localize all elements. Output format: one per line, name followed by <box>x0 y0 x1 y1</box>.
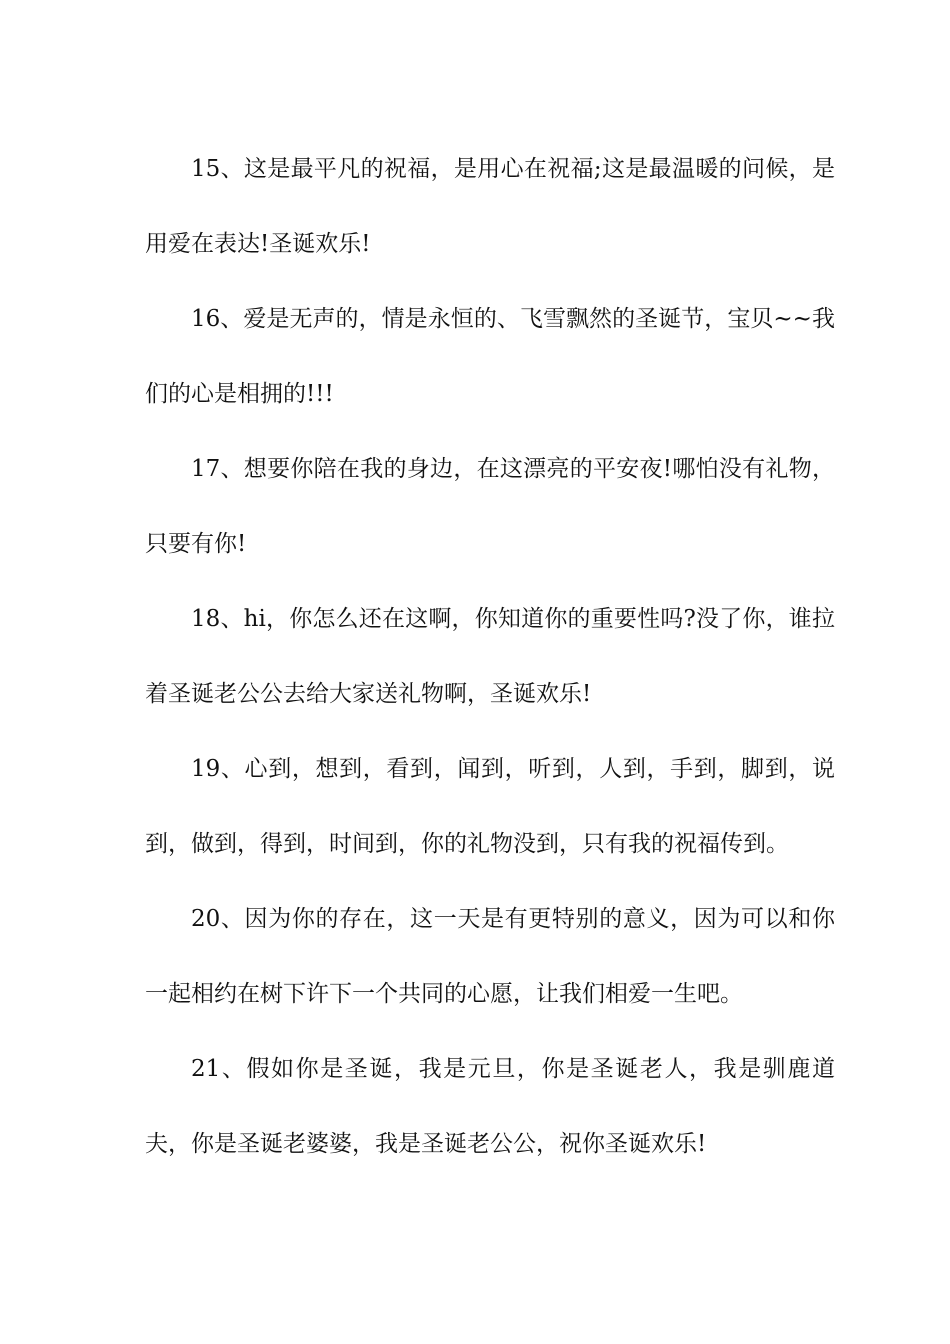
paragraph-21: 21、假如你是圣诞，我是元旦，你是圣诞老人，我是驯鹿道夫，你是圣诞老婆婆，我是圣诞老公公，祝你圣诞欢乐! <box>145 1056 835 1157</box>
document-body <box>145 132 835 1182</box>
paragraph-20: 20、因为你的存在，这一天是有更特别的意义，因为可以和你一起相约在树下许下一个共同的心愿，让我们相爱一生吧。 <box>145 906 835 1007</box>
paragraph-18: 18、hi，你怎么还在这啊，你知道你的重要性吗?没了你，谁拉着圣诞老公公去给大家送礼物啊，圣诞欢乐! <box>145 606 835 707</box>
paragraph-16: 16、爱是无声的，情是永恒的、飞雪飘然的圣诞节，宝贝~~我们的心是相拥的!!! <box>145 306 835 407</box>
paragraph-19: 19、心到，想到，看到，闻到，听到，人到，手到，脚到，说到，做到，得到，时间到，你的礼物没到，只有我的祝福传到。 <box>145 756 835 857</box>
paragraph-17: 17、想要你陪在我的身边，在这漂亮的平安夜!哪怕没有礼物，只要有你! <box>145 456 835 557</box>
paragraph-15: 15、这是最平凡的祝福，是用心在祝福;这是最温暖的问候，是用爱在表达!圣诞欢乐! <box>145 156 835 257</box>
